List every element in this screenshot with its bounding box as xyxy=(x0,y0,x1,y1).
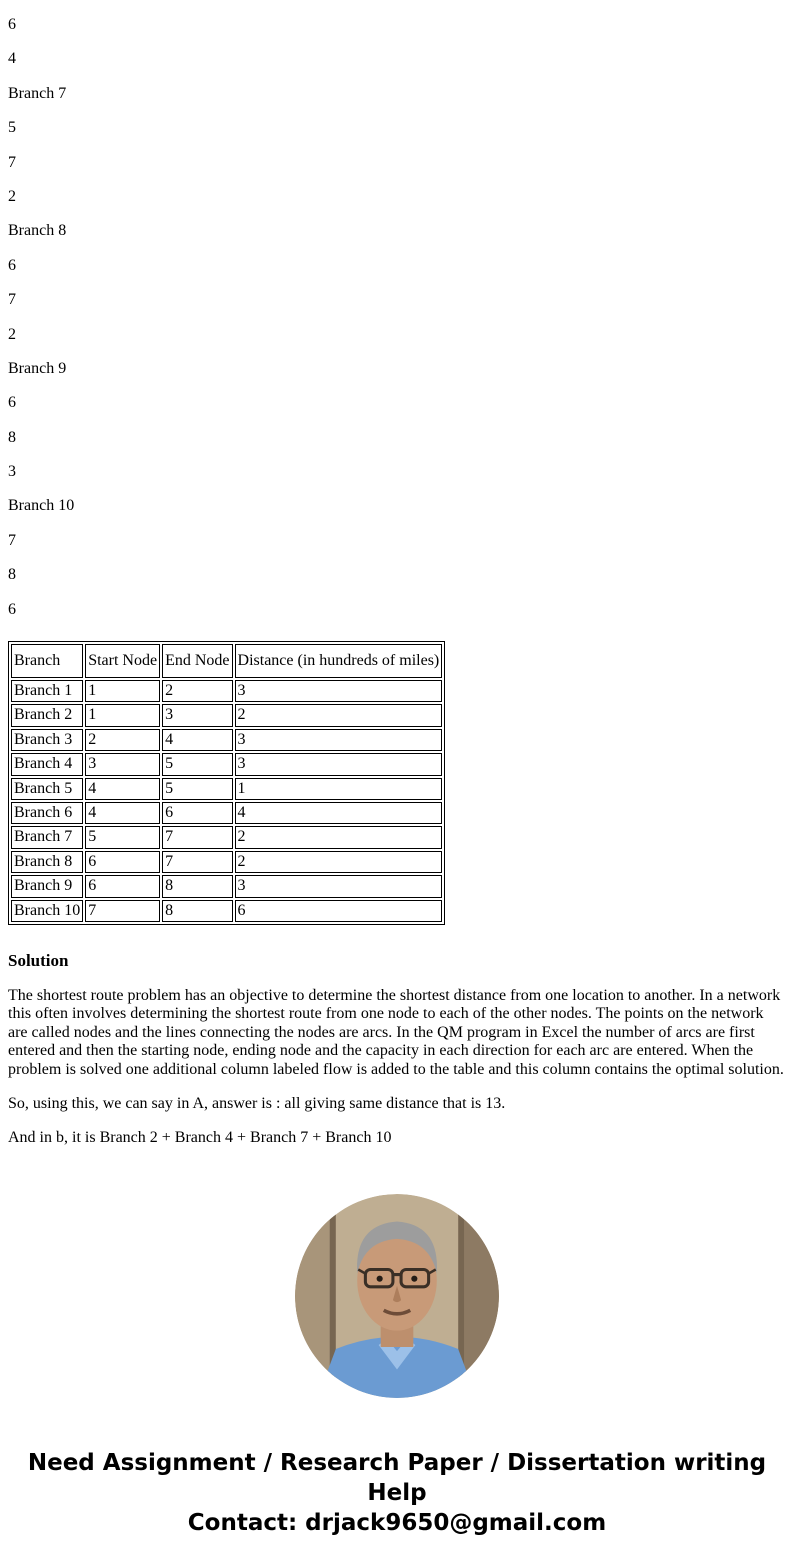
table-row xyxy=(11,729,442,751)
table-row xyxy=(11,802,442,824)
table-row xyxy=(11,851,442,873)
cell-distance: 1 xyxy=(235,778,443,800)
cell-branch: Branch 4 xyxy=(11,753,83,775)
cell-branch: Branch 7 xyxy=(11,826,83,848)
header-start-node: Start Node xyxy=(85,644,160,678)
table-row xyxy=(11,680,442,702)
intro-line: 2 xyxy=(8,187,16,205)
document-page xyxy=(8,16,786,1538)
tutor-photo xyxy=(295,1194,499,1398)
table-row xyxy=(11,704,442,726)
cell-end-node: 8 xyxy=(162,900,232,922)
cell-branch: Branch 1 xyxy=(11,680,83,702)
intro-line: 4 xyxy=(8,50,16,68)
cell-distance: 2 xyxy=(235,704,443,726)
cell-start-node: 6 xyxy=(85,875,160,897)
intro-lines xyxy=(8,16,786,619)
cell-branch: Branch 5 xyxy=(11,778,83,800)
cell-branch: Branch 3 xyxy=(11,729,83,751)
cell-start-node: 2 xyxy=(85,729,160,751)
cell-end-node: 8 xyxy=(162,875,232,897)
table-row xyxy=(11,826,442,848)
table-header-row xyxy=(11,644,442,678)
intro-line: 6 xyxy=(8,16,16,33)
cell-distance: 3 xyxy=(235,680,443,702)
cell-start-node: 7 xyxy=(85,900,160,922)
footer-help-text: Need Assignment / Research Paper / Dissertation writing Help xyxy=(27,1449,767,1506)
cell-distance: 3 xyxy=(235,753,443,775)
cell-branch: Branch 2 xyxy=(11,704,83,726)
header-branch: Branch xyxy=(11,644,83,678)
avatar-container xyxy=(8,1194,786,1398)
intro-line: 8 xyxy=(8,428,16,446)
cell-end-node: 7 xyxy=(162,851,232,873)
cell-start-node: 1 xyxy=(85,680,160,702)
intro-line: 7 xyxy=(8,153,16,171)
solution-heading: Solution xyxy=(8,950,69,970)
intro-line: 7 xyxy=(8,531,16,549)
solution-paragraph: The shortest route problem has an objective to determine the shortest distance from one location to another. In a network this often involves determining the shortest route from one node to each of the other nodes. The points on the network are called nodes and the lines connecting the nodes are arcs. In the QM program in Excel the number of arcs are first entered and then the starting node, ending node and the capacity in each direction for each arc are entered. When the problem is solved one additional column labeled flow is added to the table and this column contains the optimal solution. xyxy=(8,986,784,1078)
intro-line: Branch 9 xyxy=(8,359,67,377)
cell-end-node: 3 xyxy=(162,704,232,726)
intro-line: 6 xyxy=(8,256,16,274)
intro-line: Branch 7 xyxy=(8,84,67,102)
cell-branch: Branch 6 xyxy=(11,802,83,824)
cell-distance: 2 xyxy=(235,826,443,848)
cell-branch: Branch 8 xyxy=(11,851,83,873)
intro-line: 5 xyxy=(8,119,16,137)
table-row xyxy=(11,778,442,800)
cell-distance: 3 xyxy=(235,875,443,897)
table-row xyxy=(11,900,442,922)
intro-line: 6 xyxy=(8,600,16,618)
tutor-portrait-illustration xyxy=(295,1194,499,1398)
footer-banner xyxy=(17,1448,777,1538)
intro-line: 7 xyxy=(8,291,16,309)
cell-branch: Branch 10 xyxy=(11,900,83,922)
cell-end-node: 5 xyxy=(162,778,232,800)
cell-end-node: 5 xyxy=(162,753,232,775)
cell-end-node: 6 xyxy=(162,802,232,824)
header-end-node: End Node xyxy=(162,644,232,678)
cell-distance: 2 xyxy=(235,851,443,873)
intro-line: 2 xyxy=(8,325,16,343)
intro-line: Branch 10 xyxy=(8,497,75,515)
cell-end-node: 7 xyxy=(162,826,232,848)
footer-contact-email: Contact: drjack9650@gmail.com xyxy=(187,1509,607,1536)
cell-start-node: 4 xyxy=(85,802,160,824)
cell-end-node: 4 xyxy=(162,729,232,751)
cell-start-node: 6 xyxy=(85,851,160,873)
header-distance: Distance (in hundreds of miles) xyxy=(235,644,443,678)
cell-distance: 6 xyxy=(235,900,443,922)
branch-distance-table xyxy=(8,641,445,925)
answer-a-text: So, using this, we can say in A, answer is : all giving same distance that is 13. xyxy=(8,1094,506,1112)
table-row xyxy=(11,875,442,897)
cell-start-node: 5 xyxy=(85,826,160,848)
cell-branch: Branch 9 xyxy=(11,875,83,897)
table-row xyxy=(11,753,442,775)
answer-b-text: And in b, it is Branch 2 + Branch 4 + Branch 7 + Branch 10 xyxy=(8,1129,392,1147)
intro-line: 3 xyxy=(8,463,16,481)
cell-start-node: 4 xyxy=(85,778,160,800)
cell-end-node: 2 xyxy=(162,680,232,702)
cell-distance: 4 xyxy=(235,802,443,824)
intro-line: 8 xyxy=(8,566,16,584)
cell-start-node: 3 xyxy=(85,753,160,775)
intro-line: Branch 8 xyxy=(8,222,67,240)
intro-line: 6 xyxy=(8,394,16,412)
cell-distance: 3 xyxy=(235,729,443,751)
cell-start-node: 1 xyxy=(85,704,160,726)
